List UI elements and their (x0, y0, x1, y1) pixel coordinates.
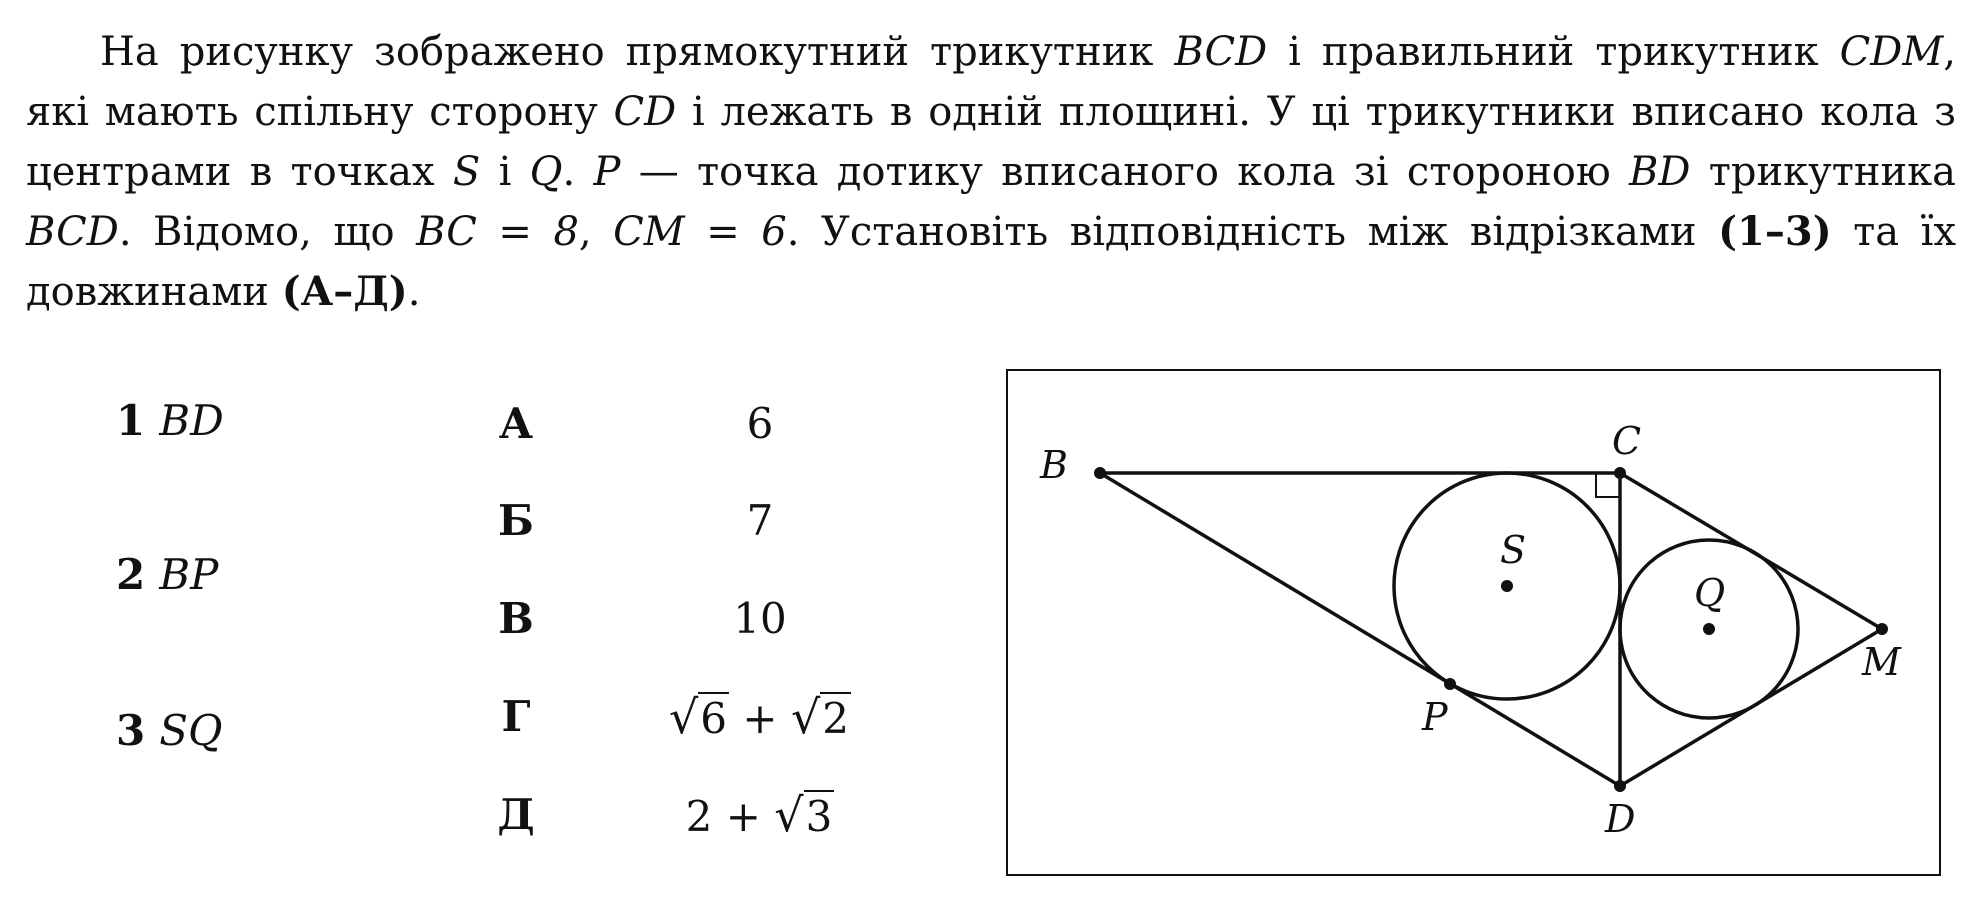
problem-text: — точка дотику вписаного кола зі стороною (620, 149, 1629, 195)
triangle-bcd: BCD (1174, 29, 1268, 75)
point-p: P (593, 149, 621, 195)
given-cm: CM = 6 (613, 209, 787, 255)
item-segment: SQ (159, 706, 223, 755)
given-bc: BC = 8 (416, 209, 579, 255)
figure-frame (1007, 370, 1940, 875)
point-s: S (452, 149, 481, 195)
problem-text: . (562, 149, 594, 195)
problem-text: На рисунку зображено прямокутний трикутник (100, 29, 1175, 75)
option-value-v: 10 (733, 594, 787, 643)
option-letter-g: Г (501, 692, 531, 741)
constant-term: 2 + (685, 792, 761, 841)
radicand: 6 (700, 694, 728, 743)
plus-sign: + (742, 694, 778, 743)
item-number: 2 (116, 550, 146, 599)
point-d-dot (1614, 780, 1626, 792)
label-q: Q (1694, 571, 1726, 615)
option-value-a: 6 (746, 399, 774, 448)
point-q: Q (529, 149, 563, 195)
problem-text: і (480, 149, 530, 195)
label-m: M (1862, 640, 1901, 684)
radicand: 2 (822, 694, 849, 743)
item-number: 3 (116, 706, 146, 755)
point-c-dot (1614, 467, 1626, 479)
options-range: (А–Д) (281, 268, 408, 315)
problem-text: . Установіть відповідність між відрізками (786, 209, 1719, 255)
problem-text: і лежать в одній площині. У ці трикутники вписано кола з центрами в точках (26, 89, 1957, 195)
label-p: P (1422, 695, 1448, 739)
radicand: 3 (805, 792, 833, 841)
label-s: S (1500, 528, 1527, 572)
point-s-dot (1501, 580, 1513, 592)
sqrt-icon: √ (774, 788, 804, 842)
option-letter-a: А (498, 399, 534, 448)
label-b: B (1040, 443, 1068, 487)
problem-text: . Відомо, що (118, 209, 417, 255)
point-m-dot (1876, 623, 1888, 635)
label-c: C (1612, 419, 1642, 463)
item-segment: BP (159, 550, 219, 599)
option-letter-b: Б (498, 496, 534, 545)
triangle-bcd: BCD (26, 209, 119, 255)
option-letter-v: В (498, 594, 534, 643)
sqrt-icon: √ (668, 690, 699, 744)
sqrt-icon: √ (790, 690, 821, 744)
side-cd: CD (613, 89, 677, 135)
label-d: D (1605, 797, 1636, 841)
point-q-dot (1703, 623, 1715, 635)
problem-text: , (578, 209, 614, 255)
option-letter-d: Д (497, 790, 535, 839)
problem-text: і правильний трикутник (1267, 29, 1840, 75)
problem-text: та їх довжинами (26, 209, 1957, 315)
option-value-b: 7 (746, 496, 774, 545)
side-bd: BD (1629, 149, 1691, 195)
item-number: 1 (116, 396, 146, 445)
item-segment: BD (159, 396, 224, 445)
problem-text: , які мають спільну сторону (26, 29, 1956, 135)
point-p-dot (1444, 678, 1456, 690)
point-b-dot (1094, 467, 1106, 479)
items-range: (1–3) (1718, 208, 1832, 255)
triangle-cdm: CDM (1839, 29, 1944, 75)
problem-text: . (407, 269, 421, 315)
problem-text: трикутника (1690, 149, 1956, 195)
side-bd (1100, 473, 1620, 786)
